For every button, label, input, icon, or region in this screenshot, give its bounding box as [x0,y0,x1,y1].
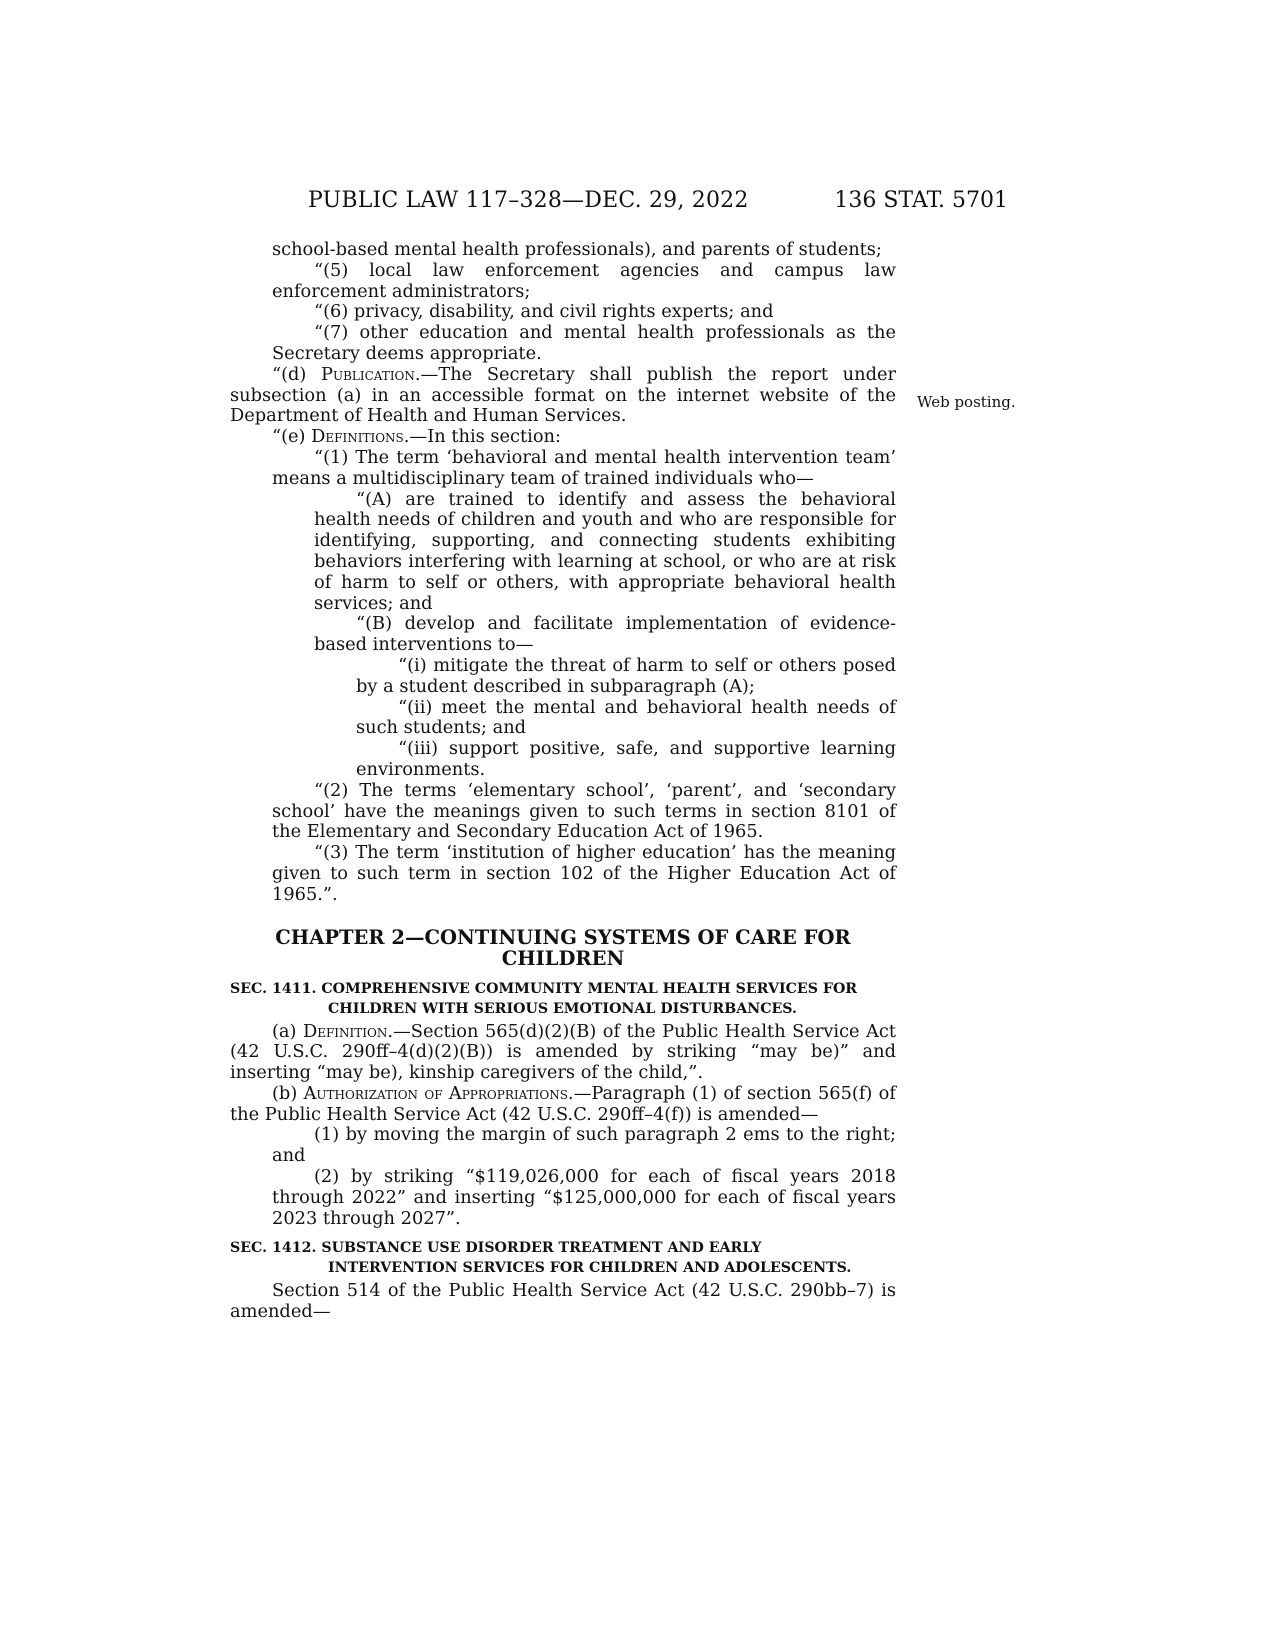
subsection-text: .—The Secretary shall publish the report under subsection (a) in an accessible format on the internet website of the Department of Health and Human Services. [230,363,896,427]
paragraph: “(7) other education and mental health professionals as the Secretary deems appropriate. [272,322,896,364]
paragraph: Section 514 of the Public Health Service Act (42 U.S.C. 290bb–7) is amended— [230,1280,896,1323]
subsection-number: (b) [272,1082,304,1104]
subsection-d [230,365,896,427]
subsection-e [230,427,896,448]
subsection-text: .—In this section: [403,426,561,448]
subsection-number: “(d) [272,363,322,385]
paragraph: “(6) privacy, disability, and civil rights experts; and [314,301,774,323]
statute-body [230,240,896,1323]
subsection-number: “(e) [272,426,312,448]
stat-page-number: 136 STAT. 5701 [834,188,1008,213]
paragraph: “(5) local law enforcement agencies and campus law enforcement administrators; [272,259,896,302]
clause: “(i) mitigate the threat of harm to self or others posed by a student described in subparagraph (A); [356,654,896,697]
paragraph: (2) by striking “$119,026,000 for each of fiscal years 2018 through 2022” and inserting “$125,000,000 for each of fiscal years 2023 through 2027”. [272,1166,896,1229]
subsection-heading: Authorization of Appropriations [303,1082,568,1104]
subsection-text: .—Paragraph (1) of section 565(f) of the Public Health Service Act (42 U.S.C. 290ff–4(f)) is amended— [230,1082,896,1125]
section-heading: SEC. 1411. COMPREHENSIVE COMMUNITY MENTAL HEALTH SERVICES FOR CHILDREN WITH SERIOUS EMOTIONAL DISTURBANCES. [230,980,858,1017]
section-heading: SEC. 1412. SUBSTANCE USE DISORDER TREATMENT AND EARLY INTERVENTION SERVICES FOR CHILDREN AND ADOLESCENTS. [230,1240,852,1277]
clause: “(iii) support positive, safe, and supportive learning environments. [356,738,896,780]
paragraph: school-based mental health professionals), and parents of students; [272,239,882,260]
subsection-a [230,1022,896,1084]
subsection-heading: Definitions [311,426,404,448]
paragraph: “(1) The term ‘behavioral and mental health intervention team’ means a multidisciplinary team of trained individuals who— [272,446,896,489]
paragraph: (1) by moving the margin of such paragraph 2 ems to the right; and [272,1124,896,1167]
subparagraph: “(A) are trained to identify and assess the behavioral health needs of children and youth and who are responsible for identifying, supporting, and connecting students exhibiting behaviors interfering with learning at school, or who are at risk of harm to self or others, with appropriate behavioral health services; and [314,488,896,614]
subsection-heading: Definition [302,1020,388,1042]
chapter-heading: CHAPTER 2—CONTINUING SYSTEMS OF CARE FOR CHILDREN [275,925,851,970]
paragraph: “(3) The term ‘institution of higher education’ has the meaning given to such term in section 102 of the Higher Education Act of 1965.”. [272,842,896,905]
subsection-text: .—Section 565(d)(2)(B) of the Public Health Service Act (42 U.S.C. 290ff–4(d)(2)(B)) is amended by striking “may be)” and inserting “may be), kinship caregivers of the child,”. [230,1020,896,1084]
paragraph: “(2) The terms ‘elementary school’, ‘parent’, and ‘secondary school’ have the meanings given to such terms in section 8101 of the Elementary and Secondary Education Act of 1965. [272,779,896,843]
subsection-number: (a) [272,1020,303,1042]
subparagraph: “(B) develop and facilitate implementation of evidence-based interventions to— [314,613,896,656]
subsection-heading: Publication [321,363,415,385]
margin-note: Web posting. [917,393,1016,411]
clause: “(ii) meet the mental and behavioral health needs of such students; and [356,696,896,739]
subsection-b [230,1084,896,1126]
running-head: PUBLIC LAW 117–328—DEC. 29, 2022 [308,188,749,213]
